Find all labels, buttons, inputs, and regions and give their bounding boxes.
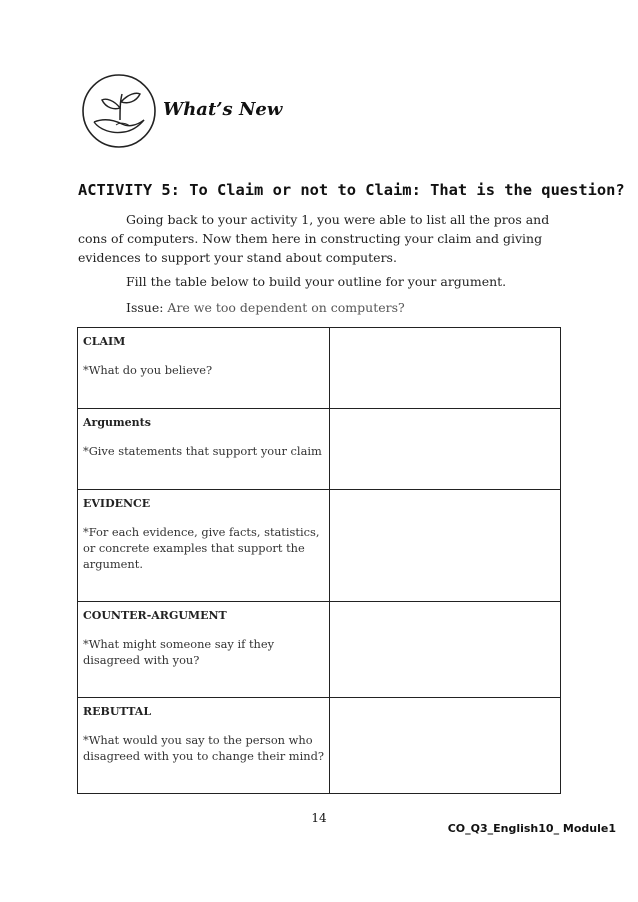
intro-paragraph xyxy=(78,210,568,267)
answer-cell[interactable] xyxy=(330,409,561,490)
table-row xyxy=(78,490,561,602)
instruction-paragraph xyxy=(78,272,568,291)
table-row xyxy=(78,698,561,794)
row-heading: REBUTTAL xyxy=(83,705,152,718)
activity-title: ACTIVITY 5: To Claim or not to Claim: That is the question? xyxy=(78,181,625,199)
answer-cell[interactable] xyxy=(330,698,561,794)
row-label-cell xyxy=(78,698,330,794)
page-number: 14 xyxy=(311,811,327,825)
table-row xyxy=(78,409,561,490)
row-heading: EVIDENCE xyxy=(83,497,151,510)
table-row xyxy=(78,328,561,409)
row-heading: CLAIM xyxy=(83,335,126,348)
row-prompt: *What might someone say if they disagreed with you? xyxy=(83,637,275,667)
row-prompt: *What would you say to the person who disagreed with you to change their mind? xyxy=(83,733,324,763)
seedling-hand-icon xyxy=(80,72,158,150)
row-heading: Arguments xyxy=(83,416,151,429)
row-label-cell xyxy=(78,490,330,602)
argument-outline-table xyxy=(77,327,561,794)
instruction-text: Fill the table below to build your outline for your argument. xyxy=(126,274,507,289)
table-row xyxy=(78,602,561,698)
row-label-cell xyxy=(78,328,330,409)
section-title: What’s New xyxy=(163,99,283,120)
answer-cell[interactable] xyxy=(330,328,561,409)
intro-text: Going back to your activity 1, you were able to list all the pros and cons of computers. Now them here in constructing your claim and giving evidences to support your stand about computers. xyxy=(78,212,550,265)
row-prompt: *For each evidence, give facts, statistics, or concrete examples that support the argument. xyxy=(83,525,320,571)
row-heading: COUNTER-ARGUMENT xyxy=(83,609,227,622)
answer-cell[interactable] xyxy=(330,602,561,698)
answer-cell[interactable] xyxy=(330,490,561,602)
issue-paragraph xyxy=(78,298,568,317)
issue-label: Issue: xyxy=(126,300,164,315)
row-label-cell xyxy=(78,602,330,698)
row-label-cell xyxy=(78,409,330,490)
row-prompt: *Give statements that support your claim xyxy=(83,444,322,458)
row-prompt: *What do you believe? xyxy=(83,363,213,377)
module-code: CO_Q3_English10_ Module1 xyxy=(447,822,616,835)
issue-question: Are we too dependent on computers? xyxy=(167,300,405,315)
